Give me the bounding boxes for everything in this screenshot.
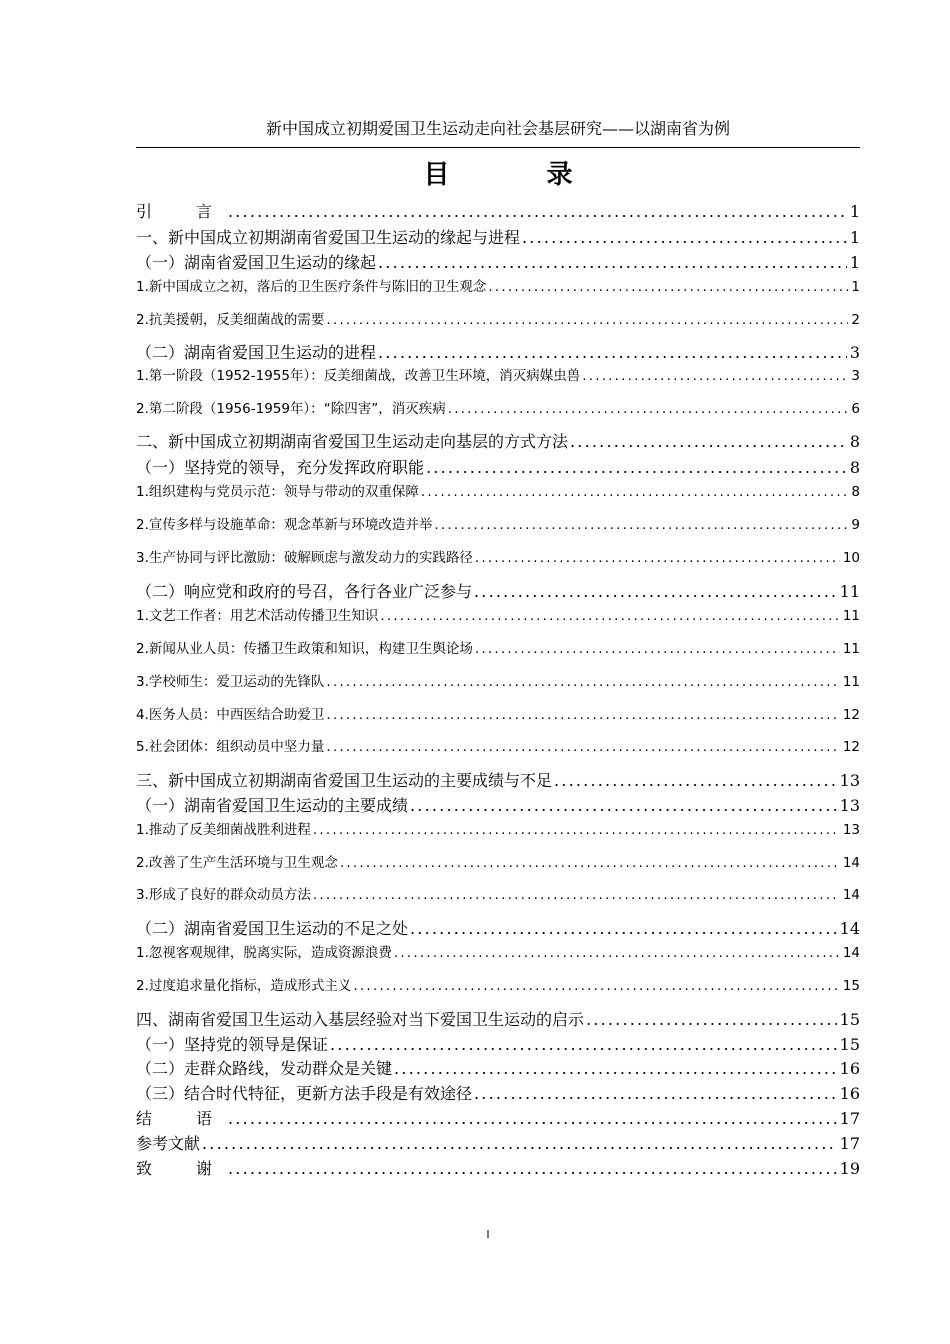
toc-entry-label: 5.社会团体：组织动员中坚力量 <box>136 739 325 755</box>
toc-entry-section-2-1[interactable] <box>136 457 860 479</box>
toc-entry-section-2-2[interactable] <box>136 581 860 603</box>
toc-title: 目 录 <box>423 160 617 190</box>
toc-entry-page: 15 <box>839 1010 860 1029</box>
toc-entry-acknowledgements[interactable] <box>136 1158 860 1180</box>
toc-entry-label: （二）走群众路线，发动群众是关键 <box>136 1059 393 1078</box>
toc-entry-item[interactable] <box>136 606 860 626</box>
dot-leader <box>434 515 848 535</box>
toc-entry-item[interactable] <box>136 943 860 963</box>
toc-entry-label: 二、新中国成立初期湖南省爱国卫生运动走向基层的方式方法 <box>136 432 569 451</box>
dot-leader <box>313 885 840 905</box>
toc-entry-page: 12 <box>842 707 860 723</box>
dot-leader <box>475 548 840 568</box>
toc-entry-item[interactable] <box>136 515 860 535</box>
dot-leader <box>330 1034 837 1056</box>
toc-entry-section-4-1[interactable] <box>136 1034 860 1056</box>
running-header: 新中国成立初期爱国卫生运动走向社会基层研究——以湖南省为例 <box>265 119 730 138</box>
dot-leader <box>570 431 847 453</box>
toc-entry-section-1-2[interactable] <box>136 342 860 364</box>
toc-entry-references[interactable] <box>136 1133 860 1155</box>
toc-entry-label: 2.改善了生产生活环境与卫生观念 <box>136 855 338 871</box>
dot-leader <box>474 1083 837 1105</box>
toc-entry-label: （三）结合时代特征，更新方法手段是有效途径 <box>136 1084 473 1103</box>
dot-leader <box>474 581 837 603</box>
dot-leader <box>394 943 840 963</box>
toc-entry-item[interactable] <box>136 885 860 905</box>
toc-entry-label: 1.组织建构与党员示范：领导与带动的双重保障 <box>136 484 419 500</box>
dot-leader <box>421 482 849 502</box>
toc-entry-label: （一）坚持党的领导，充分发挥政府职能 <box>136 458 425 477</box>
toc-entry-item[interactable] <box>136 705 860 725</box>
toc-entry-label: （一）湖南省爱国卫生运动的主要成绩 <box>136 796 409 815</box>
toc-entry-page: 9 <box>851 517 860 533</box>
toc-entry-label: 1.推动了反美细菌战胜利进程 <box>136 822 311 838</box>
toc-entry-page: 1 <box>851 279 860 295</box>
toc-entry-label: （一）湖南省爱国卫生运动的缘起 <box>136 253 377 272</box>
dot-leader <box>353 976 839 996</box>
toc-entry-page: 17 <box>839 1109 860 1128</box>
toc-entry-label: （二）湖南省爱国卫生运动的进程 <box>136 343 377 362</box>
toc-entry-item[interactable] <box>136 277 860 297</box>
page-number: I <box>486 1228 490 1241</box>
toc-entry-page: 1 <box>849 253 860 272</box>
toc-entry-item[interactable] <box>136 310 860 330</box>
toc-entry-chapter-2[interactable] <box>136 431 860 453</box>
dot-leader <box>228 201 847 223</box>
toc-entry-page: 19 <box>839 1159 860 1178</box>
toc-entry-label: 结 语 <box>136 1109 227 1128</box>
toc-entry-page: 14 <box>842 887 860 903</box>
toc-entry-item[interactable] <box>136 399 860 419</box>
toc-entry-label: 4.医务人员：中西医结合助爱卫 <box>136 707 325 723</box>
toc-entry-page: 13 <box>842 822 860 838</box>
toc-entry-label: 引 言 <box>136 202 227 221</box>
toc-entry-label: （一）坚持党的领导是保证 <box>136 1035 329 1054</box>
dot-leader <box>522 227 847 249</box>
toc-entry-section-3-2[interactable] <box>136 918 860 940</box>
toc-entry-page: 15 <box>842 978 860 994</box>
toc-entry-item[interactable] <box>136 853 860 873</box>
dot-leader <box>586 1009 837 1031</box>
toc-entry-section-3-1[interactable] <box>136 795 860 817</box>
toc-entry-section-4-3[interactable] <box>136 1083 860 1105</box>
toc-entry-item[interactable] <box>136 976 860 996</box>
toc-entry-section-1-1[interactable] <box>136 252 860 274</box>
toc-entry-page: 1 <box>849 228 860 247</box>
toc-entry-page: 1 <box>849 202 860 221</box>
toc-entry-page: 11 <box>842 674 860 690</box>
toc-entry-label: 1.新中国成立之初，落后的卫生医疗条件与陈旧的卫生观念 <box>136 279 487 295</box>
header-rule <box>136 147 860 148</box>
toc-entry-page: 12 <box>842 739 860 755</box>
toc-entry-label: 1.忽视客观规律，脱离实际，造成资源浪费 <box>136 945 392 961</box>
toc-entry-page: 10 <box>842 550 860 566</box>
dot-leader <box>326 705 839 725</box>
toc-entry-label: 2.过度追求量化指标，造成形式主义 <box>136 978 352 994</box>
toc-entry-page: 11 <box>842 608 860 624</box>
toc-entry-page: 11 <box>842 641 860 657</box>
toc-entry-label: 1.文艺工作者：用艺术活动传播卫生知识 <box>136 608 379 624</box>
toc-entry-item[interactable] <box>136 482 860 502</box>
toc-entry-item[interactable] <box>136 366 860 386</box>
toc-entry-page: 13 <box>839 771 860 790</box>
toc-entry-label: （二）响应党和政府的号召，各行各业广泛参与 <box>136 582 473 601</box>
toc-entry-label: 三、新中国成立初期湖南省爱国卫生运动的主要成绩与不足 <box>136 771 553 790</box>
toc-entry-label: 2.第二阶段（1956-1959年）：“除四害”，消灭疾病 <box>136 401 446 417</box>
toc-entry-label: 一、新中国成立初期湖南省爱国卫生运动的缘起与进程 <box>136 228 521 247</box>
toc-entry-page: 11 <box>839 582 860 601</box>
dot-leader <box>582 366 848 386</box>
toc-entry-introduction[interactable] <box>136 201 860 223</box>
toc-entry-item[interactable] <box>136 548 860 568</box>
toc-entry-item[interactable] <box>136 737 860 757</box>
toc-entry-page: 15 <box>839 1035 860 1054</box>
dot-leader <box>378 252 847 274</box>
toc-entry-label: 3.学校师生：爱卫运动的先锋队 <box>136 674 325 690</box>
dot-leader <box>426 457 847 479</box>
dot-leader <box>410 918 837 940</box>
toc-entry-conclusion[interactable] <box>136 1108 860 1130</box>
dot-leader <box>380 606 839 626</box>
dot-leader <box>228 1108 837 1130</box>
toc-entry-label: （二）湖南省爱国卫生运动的不足之处 <box>136 919 409 938</box>
dot-leader <box>394 1058 837 1080</box>
toc-entry-page: 8 <box>849 458 860 477</box>
toc-entry-item[interactable] <box>136 820 860 840</box>
dot-leader <box>554 770 837 792</box>
toc-entry-label: 3.生产协同与评比激励：破解顾虑与激发动力的实践路径 <box>136 550 473 566</box>
dot-leader <box>326 737 839 757</box>
toc-entry-label: 2.宣传多样与设施革命：观念革新与环境改造并举 <box>136 517 433 533</box>
toc-entry-page: 14 <box>842 945 860 961</box>
toc-entry-page: 2 <box>851 312 860 328</box>
toc-entry-page: 13 <box>839 796 860 815</box>
toc-entry-label: 2.新闻从业人员：传播卫生政策和知识，构建卫生舆论场 <box>136 641 473 657</box>
toc-entry-label: 四、湖南省爱国卫生运动入基层经验对当下爱国卫生运动的启示 <box>136 1010 585 1029</box>
toc-entry-page: 16 <box>839 1059 860 1078</box>
toc-entry-page: 17 <box>839 1134 860 1153</box>
toc-entry-label: 致 谢 <box>136 1159 227 1178</box>
toc-entry-chapter-3[interactable] <box>136 770 860 792</box>
toc-entry-section-4-2[interactable] <box>136 1058 860 1080</box>
toc-entry-label: 3.形成了良好的群众动员方法 <box>136 887 311 903</box>
dot-leader <box>228 1158 837 1180</box>
toc-entry-label: 参考文献 <box>136 1134 201 1153</box>
toc-entry-page: 3 <box>849 343 860 362</box>
dot-leader <box>313 820 840 840</box>
dot-leader <box>340 853 840 873</box>
dot-leader <box>202 1133 837 1155</box>
dot-leader <box>410 795 837 817</box>
toc-entry-page: 3 <box>851 368 860 384</box>
toc-entry-page: 8 <box>851 484 860 500</box>
toc-entry-item[interactable] <box>136 639 860 659</box>
dot-leader <box>448 399 849 419</box>
dot-leader <box>488 277 848 297</box>
dot-leader <box>475 639 840 659</box>
toc-entry-label: 2.抗美援朝，反美细菌战的需要 <box>136 312 325 328</box>
toc-entry-item[interactable] <box>136 672 860 692</box>
toc-entry-page: 8 <box>849 432 860 451</box>
toc-entry-page: 14 <box>839 919 860 938</box>
dot-leader <box>326 310 848 330</box>
toc-entry-chapter-4[interactable] <box>136 1009 860 1031</box>
dot-leader <box>326 672 839 692</box>
dot-leader <box>378 342 847 364</box>
toc-entry-label: 1.第一阶段（1952-1955年）：反美细菌战，改善卫生环境，消灭病媒虫兽 <box>136 368 581 384</box>
toc-entry-chapter-1[interactable] <box>136 227 860 249</box>
toc-entry-page: 6 <box>851 401 860 417</box>
toc-entry-page: 16 <box>839 1084 860 1103</box>
toc-entry-page: 14 <box>842 855 860 871</box>
